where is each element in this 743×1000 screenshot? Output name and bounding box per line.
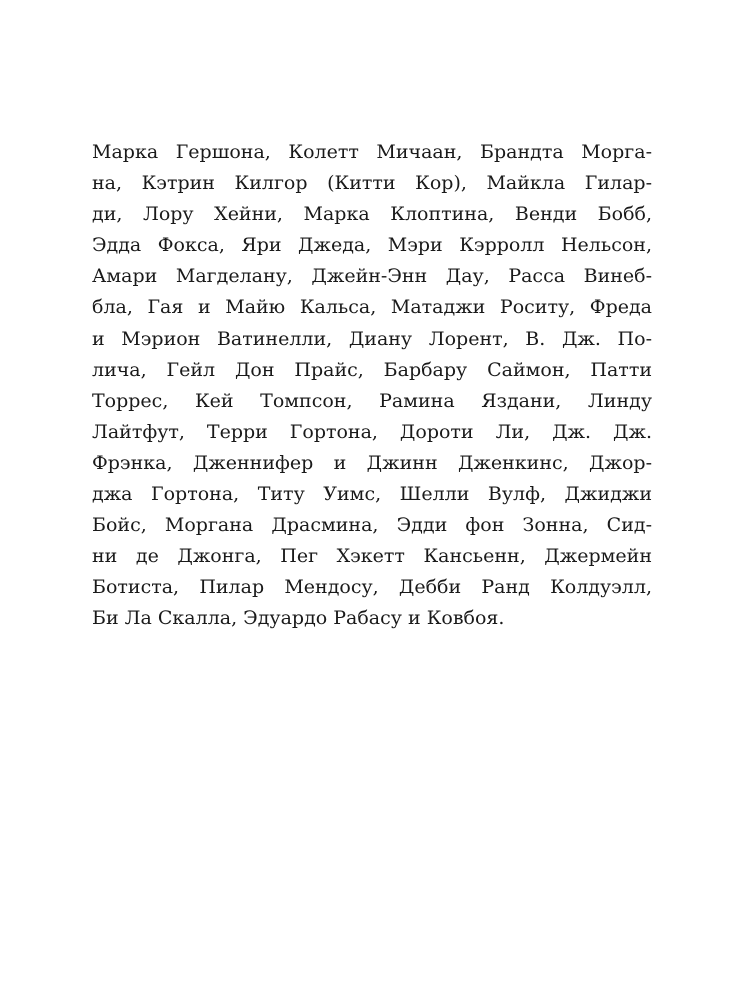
text-line-9: Торрес, Кей Томпсон, Рамина Яздани, Линду (92, 389, 652, 412)
text-line-3: ди, Лору Хейни, Марка Клоптина, Венди Бобб, (92, 203, 652, 226)
text-line-14: ни де Джонга, Пег Хэкетт Кансьенн, Джермейн (92, 545, 652, 568)
text-line-6: бла, Гая и Майю Кальса, Матаджи Роситу, Фреда (92, 296, 652, 319)
text-line-4: Эдда Фокса, Яри Джеда, Мэри Кэрролл Нельсон, (92, 234, 652, 257)
acknowledgments-paragraph (92, 137, 652, 635)
text-line-15: Ботиста, Пилар Мендосу, Дебби Ранд Колдуэлл, (92, 576, 652, 599)
text-line-5: Амари Магделану, Джейн-Энн Дау, Расса Винеб- (92, 265, 652, 288)
text-line-16: Би Ла Скалла, Эдуардо Рабасу и Ковбоя. (92, 607, 505, 630)
text-line-7: и Мэрион Ватинелли, Диану Лорент, В. Дж. По- (92, 327, 652, 350)
text-line-11: Фрэнка, Дженнифер и Джинн Дженкинс, Джор- (92, 451, 652, 474)
text-line-10: Лайтфут, Терри Гортона, Дороти Ли, Дж. Дж. (92, 420, 652, 443)
text-line-12: джа Гортона, Титу Уимс, Шелли Вулф, Джиджи (92, 483, 652, 506)
text-line-13: Бойс, Моргана Драсмина, Эдди фон Зонна, Сид- (92, 514, 652, 537)
text-line-1: Марка Гершона, Колетт Мичаан, Брандта Морга- (92, 141, 652, 163)
text-line-2: на, Кэтрин Килгор (Китти Кор), Майкла Гилар- (92, 172, 652, 195)
text-line-8: лича, Гейл Дон Прайс, Барбару Саймон, Патти (92, 358, 652, 381)
